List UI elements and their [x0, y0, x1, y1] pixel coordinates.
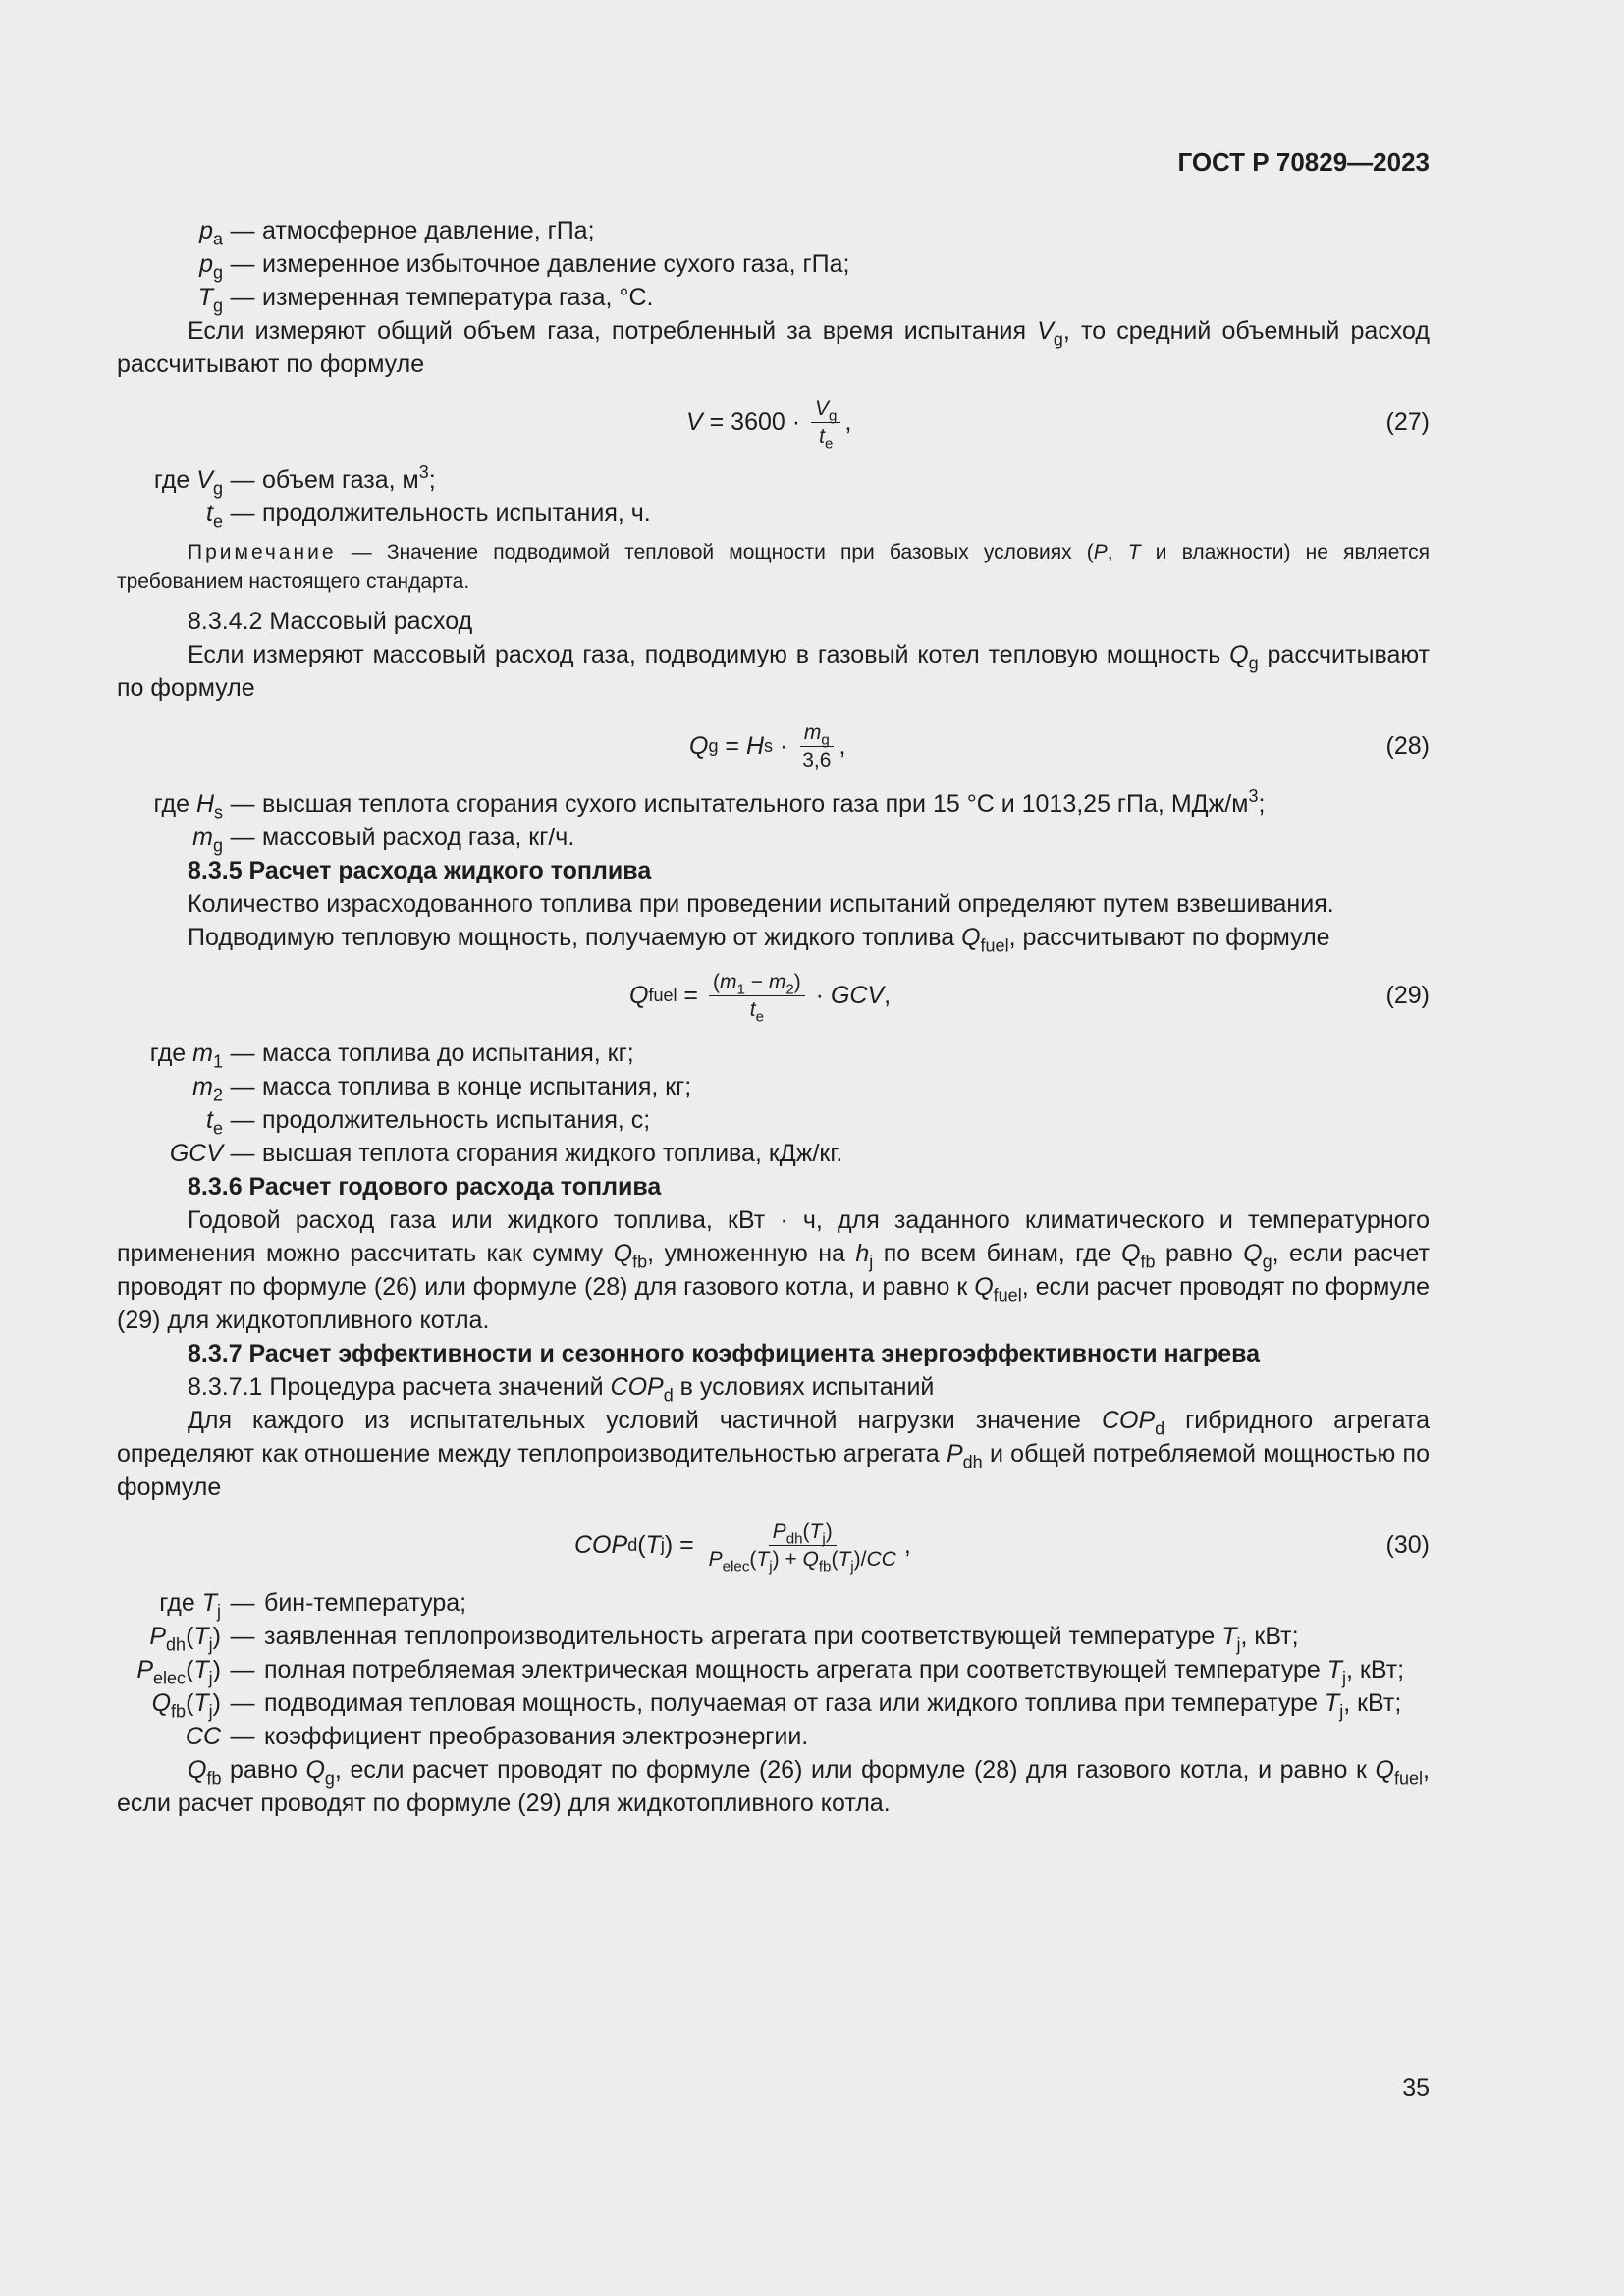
definition-item: где $m_1$ — масса топлива до испытания, кг;	[149, 1040, 634, 1072]
formula-29: Q fuel = $\frac{(m_1 - m_2)}{t_e}$ · GCV , (29)	[117, 954, 1430, 1037]
definition-list-pressure	[117, 214, 1430, 314]
definition-item: $m_2$ — масса топлива в конце испытания, кг;	[192, 1073, 692, 1105]
section-8-3-7-title: 8.3.7 Расчет эффективности и сезонного коэффициента энергоэффективности нагрева	[188, 1340, 1261, 1367]
section-8-3-4-2-title: 8.3.4.2 Массовый расход	[188, 608, 473, 635]
section-8-3-6-title: 8.3.6 Расчет годового расхода топлива	[188, 1173, 662, 1201]
equation-number: (28)	[1385, 732, 1430, 760]
formula-30: COP d ( T j ) = $\frac{P_{dh}(T_j)}{P_{elec}(T_j) + Q_{fb}(T_j)/CC}$ , (30)	[117, 1504, 1430, 1586]
paragraph-cop-definition: Для каждого из испытательных условий частичной нагрузки значение $COP_d$ гибридного агрегата определяют как отношение между теплопроизводительностью агрегата $P_{dh}$ и общей потребляемой мощностью по формуле	[117, 1407, 1431, 1501]
definition-list-volume	[117, 463, 1430, 530]
definition-item: $p_a$ — атмосферное давление, гПа;	[199, 217, 595, 249]
definition-item: $P_{elec}(T_j)$ — полная потребляемая электрическая мощность агрегата при соответствующей температуре $T_j$, кВт;	[136, 1656, 1405, 1688]
definition-item: $m_g$ — массовый расход газа, кг/ч.	[192, 824, 575, 856]
definition-item: $t_e$ — продолжительность испытания, с;	[206, 1106, 651, 1139]
section-8-3-5-title: 8.3.5 Расчет расхода жидкого топлива	[188, 857, 652, 884]
definition-item: GCV — высшая теплота сгорания жидкого топлива, кДж/кг.	[169, 1140, 843, 1167]
paragraph-annual-consumption: Годовой расход газа или жидкого топлива, кВт · ч, для заданного климатического и температурного применения можно рассчитать как сумму $Q_{fb}$, умноженную на $h_j$ по всем бинам, где $Q_{fb}$ равно $Q_g$, если расчет проводят по формуле (26) или формуле (28) для газового котла, и равно к $Q_{fuel}$, если расчет проводят по формуле (29) для жидкотопливного котла.	[117, 1206, 1430, 1334]
formula-28: Q g = H s · $\frac{m_g}{3,6}$ , (28)	[117, 705, 1430, 787]
equation-number: (29)	[1385, 982, 1430, 1009]
note: Примечание — Значение подводимой тепловой мощности при базовых условиях (P, T и влажности) не является требованием настоящего стандарта.	[117, 541, 1430, 593]
definition-item: $Q_{fb}(T_j)$ — подводимая тепловая мощность, получаемая от газа или жидкого топлива при температуре $T_j$, кВт;	[151, 1689, 1402, 1722]
definition-item: $T_g$ — измеренная температура газа, °С.	[197, 284, 654, 316]
page-number: 35	[1402, 2074, 1430, 2102]
definition-item: $P_{dh}(T_j)$ — заявленная теплопроизводительность агрегата при соответствующей температуре $T_j$, кВт;	[149, 1623, 1299, 1655]
definition-list-cop	[117, 1586, 1430, 1753]
page-content	[117, 214, 1430, 1820]
equation-number: (30)	[1385, 1531, 1430, 1559]
definition-item: CC — коэффициент преобразования электроэнергии.	[185, 1723, 809, 1750]
standard-header: ГОСТ Р 70829—2023	[1177, 147, 1430, 177]
formula-27: V = 3600 · $\frac{V_g}{t_e}$ , (27)	[117, 381, 1430, 463]
paragraph-liquid-fuel-power: Подводимую тепловую мощность, получаемую от жидкого топлива $Q_{fuel}$, рассчитывают по формуле	[188, 924, 1330, 956]
paragraph-liquid-fuel-quantity: Количество израсходованного топлива при проведении испытаний определяют путем взвешивания.	[188, 890, 1334, 918]
paragraph-mass-flow: Если измеряют массовый расход газа, подводимую в газовый котел тепловую мощность $Q_g$ рассчитывают по формуле	[117, 641, 1431, 702]
section-8-3-7-1-title: 8.3.7.1 Процедура расчета значений $COP_d$ в условиях испытаний	[188, 1373, 935, 1406]
definition-item: где $H_s$ — высшая теплота сгорания сухого испытательного газа при 15 °С и 1013,25 гПа, МДж/$м^3$;	[153, 786, 1266, 823]
definition-item: где $V_g$ — объем газа, $м^3$;	[153, 462, 436, 499]
definition-item: $t_e$ — продолжительность испытания, ч.	[206, 500, 651, 532]
paragraph-final: $Q_{fb}$ равно $Q_g$, если расчет проводят по формуле (26) или формуле (28) для газового котла, и равно к $Q_{fuel}$, если расчет проводят по формуле (29) для жидкотопливного котла.	[117, 1756, 1430, 1817]
equation-number: (27)	[1385, 408, 1430, 436]
definition-list-fuel	[117, 1037, 1430, 1170]
definition-item: $p_g$ — измеренное избыточное давление сухого газа, гПа;	[199, 250, 850, 283]
definition-list-mass	[117, 787, 1430, 854]
definition-item: где $T_j$ — бин-температура;	[159, 1589, 467, 1622]
paragraph-total-volume: Если измеряют общий объем газа, потребленный за время испытания $V_g$, то средний объемный расход рассчитывают по формуле	[117, 317, 1430, 378]
